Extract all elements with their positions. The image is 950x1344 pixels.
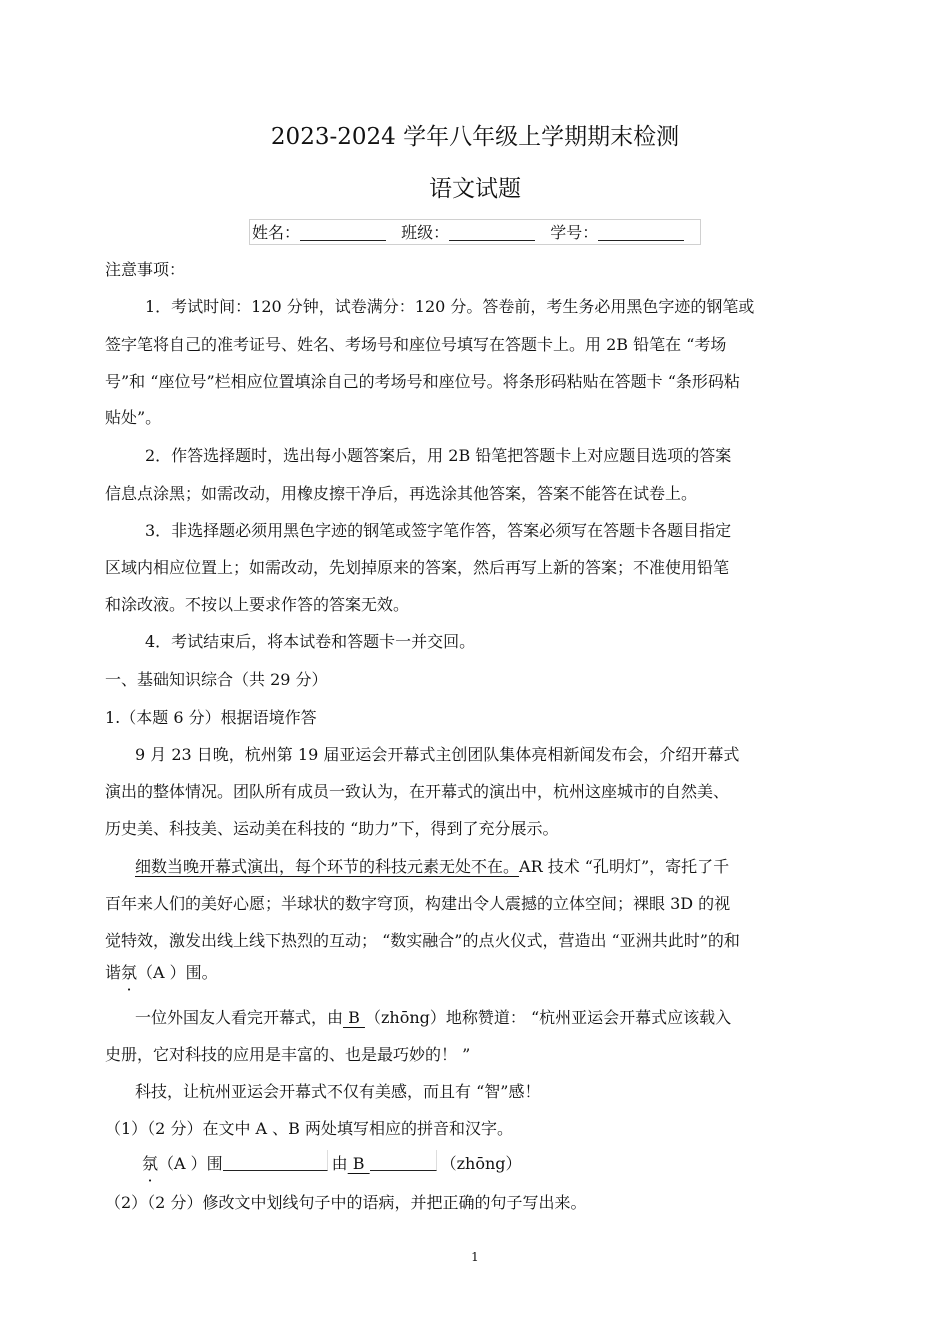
- note-3-line-2: 区域内相应位置上；如需改动，先划掉原来的答案，然后再写上新的答案；不准使用铅笔: [105, 558, 730, 577]
- answer-b-field[interactable]: [370, 1150, 437, 1171]
- passage-p2-line-2: 百年来人们的美好心愿；半球状的数字穹顶，构建出令人震撼的立体空间；裸眼 3D 的视: [105, 894, 731, 913]
- class-field[interactable]: [449, 224, 535, 241]
- subquestion-2: （2）（2 分）修改文中划线句子中的语病，并把正确的句子写出来。: [105, 1193, 587, 1212]
- question-1-heading: 1.（本题 6 分）根据语境作答: [105, 708, 317, 727]
- notes-heading: 注意事项：: [105, 260, 186, 279]
- note-1-line-3: 号”和 “座位号”栏相应位置填涂自己的考场号和座位号。将条形码粘贴在答题卡 “条形码粘: [105, 372, 740, 391]
- student-info-box: [249, 219, 701, 245]
- exam-title: 2023-2024 学年八年级上学期期末检测: [270, 124, 680, 150]
- answer-b-pre: 由: [331, 1154, 348, 1173]
- passage-p2-line-1: [135, 856, 729, 878]
- passage-p1-line-2: 演出的整体情况。团队所有成员一致认为，在开幕式的演出中，杭州这座城市的自然美、: [105, 782, 730, 801]
- passage-p2-line-3: 觉特效，激发出线上线下热烈的互动； “数实融合”的点火仪式，营造出 “亚洲共此时”的和: [105, 931, 740, 950]
- note-3-line-1: 3．非选择题必须用黑色字迹的钢笔或签字笔作答，答案必须写在答题卡各题目指定: [145, 521, 732, 540]
- subquestion-1-answer-row: [142, 1150, 522, 1175]
- blank-b: B: [343, 1008, 365, 1027]
- page-number: 1: [471, 1250, 479, 1264]
- text-segment: （zhōng）地称赞道： “杭州亚运会开幕式应该载入: [364, 1008, 732, 1027]
- note-2-line-2: 信息点涂黑；如需改动，用橡皮擦干净后，再选涂其他答案，答案不能答在试卷上。: [105, 484, 698, 503]
- passage-p3-line-1: [135, 1007, 731, 1029]
- answer-a-field[interactable]: [223, 1150, 328, 1171]
- answer-b-pinyin: （zhōng）: [440, 1154, 522, 1173]
- name-label: 姓名：: [252, 223, 301, 242]
- text-segment: 谐: [105, 963, 122, 982]
- note-1-line-1: 1．考试时间：120 分钟，试卷满分：120 分。答卷前，考生务必用黑色字迹的钢笔或: [145, 297, 755, 316]
- underlined-sentence: 细数当晚开幕式演出，每个环节的科技元素无处不在。: [135, 857, 520, 876]
- note-4-line-1: 4．考试结束后，将本试卷和答题卡一并交回。: [145, 632, 476, 651]
- passage-p4: 科技，让杭州亚运会开幕式不仅有美感，而且有 “智”感！: [135, 1082, 541, 1101]
- note-2-line-1: 2．作答选择题时，选出每小题答案后，用 2B 铅笔把答题卡上对应题目选项的答案: [145, 446, 732, 465]
- passage-p2-line-4: [105, 962, 218, 984]
- note-3-line-3: 和涂改液。不按以上要求作答的答案无效。: [105, 595, 410, 614]
- exam-subtitle: 语文试题: [429, 176, 521, 202]
- section-1-heading: 一、基础知识综合（共 29 分）: [105, 670, 328, 689]
- answer-b-mark: B: [347, 1154, 370, 1173]
- id-field[interactable]: [598, 224, 684, 241]
- id-label: 学号：: [550, 223, 599, 242]
- text-segment: （A ）围。: [137, 963, 218, 982]
- text-segment: 一位外国友人看完开幕式，由: [135, 1008, 344, 1027]
- note-1-line-2: 签字笔将自己的准考证号、姓名、考场号和座位号填写在答题卡上。用 2B 铅笔在 “考场: [105, 335, 727, 354]
- answer-a-label: （A ）围: [158, 1154, 223, 1173]
- passage-p3-line-2: 史册，它对科技的应用是丰富的、也是最巧妙的！ ”: [105, 1045, 471, 1064]
- dotted-character: 氛: [142, 1154, 159, 1173]
- dotted-character: 氛: [121, 963, 138, 982]
- class-label: 班级：: [401, 223, 450, 242]
- passage-p1-line-3: 历史美、科技美、运动美在科技的 “助力”下，得到了充分展示。: [105, 819, 559, 838]
- note-1-line-4: 贴处”。: [105, 408, 162, 427]
- passage-p1-line-1: 9 月 23 日晚，杭州第 19 届亚运会开幕式主创团队集体亮相新闻发布会，介绍开幕式: [135, 745, 740, 764]
- subquestion-1: （1）（2 分）在文中 A 、B 两处填写相应的拼音和汉字。: [105, 1119, 514, 1138]
- name-field[interactable]: [300, 224, 386, 241]
- passage-p2-line-1-rest: AR 技术 “孔明灯”，寄托了千: [519, 857, 730, 876]
